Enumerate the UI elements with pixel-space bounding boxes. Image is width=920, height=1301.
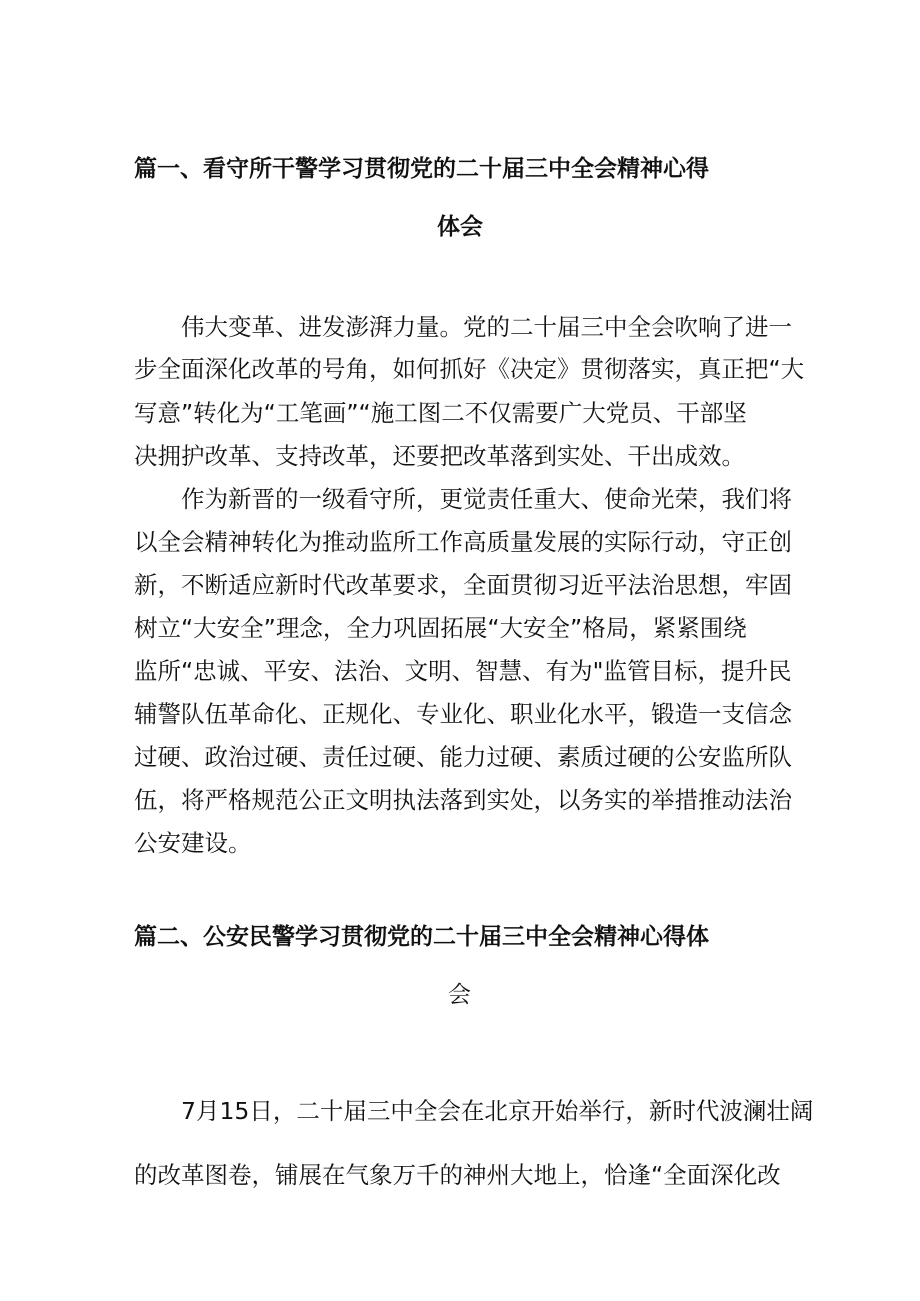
section-1-paragraph-1-line-1: 伟大变革、进发澎湃力量。党的二十届三中全会吹响了进一 (181, 313, 792, 341)
section-1-paragraph-2-line-8: 伍，将严格规范公正文明执法落到实处，以务实的举措推动法治 (134, 786, 792, 814)
section-1-paragraph-2-line-2: 以全会精神转化为推动监所工作高质量发展的实际行动，守正创 (134, 528, 792, 556)
section-1-title-line-1: 篇一、看守所干警学习贯彻党的二十届三中全会精神心得 (134, 156, 709, 182)
section-2-paragraph-1-line-2: 的改革图卷，铺展在气象万千的神州大地上，恰逢“全面深化改 (134, 1161, 781, 1189)
section-1-paragraph-2-line-7: 过硬、政治过硬、责任过硬、能力过硬、素质过硬的公安监所队 (134, 743, 792, 771)
section-2-paragraph-1-line-1: 7月15日，二十届三中全会在北京开始举行，新时代波澜壮阔 (181, 1097, 814, 1125)
section-1-paragraph-1-line-3: 写意”转化为“工笔画”“施工图二不仅需要广大党员、干部坚 (134, 399, 747, 427)
section-1-paragraph-2-line-4: 树立“大安全”理念，全力巩固拓展“大安全”格局，紧紧围绕 (134, 614, 747, 642)
section-1-paragraph-1-line-4: 决拥护改革、支持改革，还要把改革落到实处、干出成效。 (134, 442, 745, 470)
section-1-paragraph-2-line-9: 公安建设。 (134, 829, 252, 857)
section-2-title-line-2: 会 (448, 982, 471, 1008)
section-1-paragraph-2-line-5: 监所“忠诚、平安、法治、文明、智慧、有为"监管目标，提升民 (134, 657, 792, 685)
section-1-paragraph-2-line-3: 新，不断适应新时代改革要求，全面贯彻习近平法治思想，牢固 (134, 571, 792, 599)
section-2-title-line-1: 篇二、公安民警学习贯彻党的二十届三中全会精神心得体 (134, 924, 709, 950)
section-1-paragraph-2-line-1: 作为新晋的一级看守所，更觉责任重大、使命光荣，我们将 (181, 485, 792, 513)
section-1-paragraph-1-line-2: 步全面深化改革的号角，如何抓好《决定》贯彻落实，真正把“大 (134, 355, 805, 383)
section-1-title-line-2: 体会 (437, 214, 483, 240)
section-1-paragraph-2-line-6: 辅警队伍革命化、正规化、专业化、职业化水平，锻造一支信念 (134, 700, 792, 728)
